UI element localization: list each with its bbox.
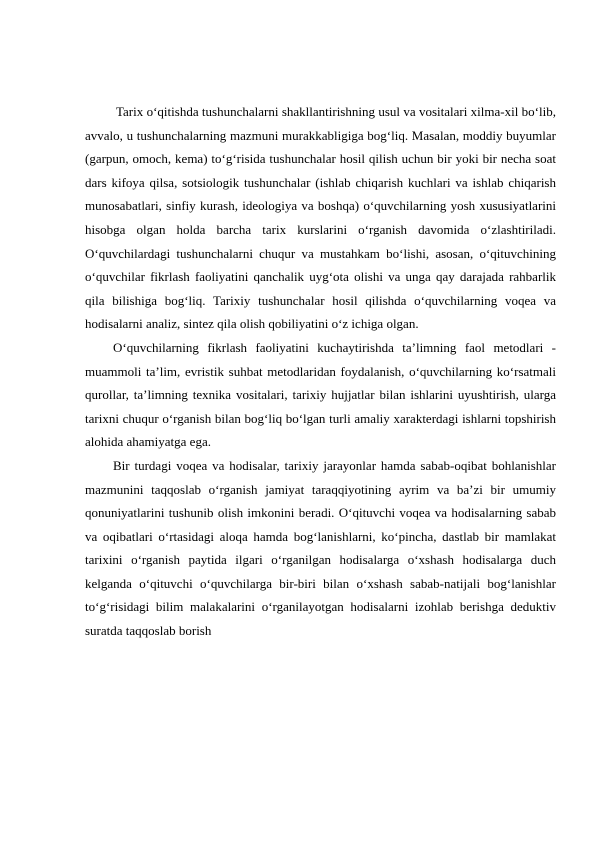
document-body [85,100,556,643]
paragraph-2: O‘quvchilarning fikrlash faoliyatini kuchaytirishda ta’limning faol metodlari - muammoli ta’lim, evristik suhbat metodlaridan foydalanish, o‘quvchilarning ko‘rsatmali qurollar, ta’limning texnika vositalari, tarixiy hujjatlar bilan ishlarini uyushtirish, ularga tarixni chuqur o‘rganish bilan bog‘liq bo‘lgan turli amaliy xarakterdagi ishlarni topshirish alohida ahamiyatga ega. [85,339,556,450]
paragraph-3: Bir turdagi voqea va hodisalar, tarixiy jarayonlar hamda sabab-oqibat bohlanishlar mazmunini taqqoslab o‘rganish jamiyat taraqqiyotining ayrim va ba’zi bir umumiy qonuniyatlarini tushunib olish imkonini beradi. O‘qituvchi voqea va hodisalarning sabab va oqibatlari o‘rtasidagi aloqa hamda bog‘lanishlarni, ko‘pincha, dastlab bir mamlakat tarixini o‘rganish paytida ilgari o‘rganilgan hodisalarga o‘xshash hodisalarga duch kelganda o‘qituvchi o‘quvchilarga bir-biri bilan o‘xshash sabab-natijali bog‘lanishlar to‘g‘risidagi bilim malakalarini o‘rganilayotgan hodisalarni izohlab berishga deduktiv suratda taqqoslab borish [85,457,556,639]
paragraph-1: Tarix o‘qitishda tushunchalarni shakllantirishning usul va vositalari xilma-xil bo‘lib, avvalo, u tushunchalarning mazmuni murakkabligiga bog‘liq. Masalan, moddiy buyumlar (garpun, omoch, kema) to‘g‘risida tushunchalar hosil qilish uchun bir yoki bir necha soat dars kifoya qilsa, sotsiologik tushunchalar (ishlab chiqarish kuchlari va ishlab chiqarish munosabatlari, sinfiy kurash, ideologiya va boshqa) o‘quvchilarning yosh xususiyatlarini hisobga olgan holda barcha tarix kurslarini o‘rganish davomida o‘zlashtiriladi. O‘quvchilardagi tushunchalarni chuqur va mustahkam bo‘lishi, asosan, o‘qituvchining o‘quvchilar fikrlash faoliyatini qanchalik uyg‘ota olishi va unga qay darajada rahbarlik qila bilishiga bog‘liq. Tarixiy tushunchalar hosil qilishda o‘quvchilarning voqea va hodisalarni analiz, sintez qila olish qobiliyatini o‘z ichiga olgan. [85,104,556,332]
